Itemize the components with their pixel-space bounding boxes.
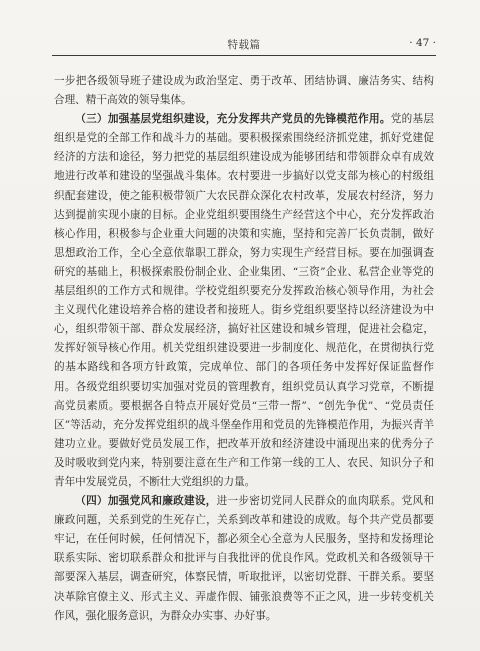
paragraph-continuation xyxy=(54,72,434,110)
paragraph-party-organization xyxy=(54,110,434,492)
page-number: · 47 · xyxy=(409,37,436,49)
paragraph-lead: （四）加强党风和廉政建设， xyxy=(75,495,217,508)
header-rule xyxy=(52,55,436,56)
paragraph-lead: （三）加强基层党组织建设，充分发挥共产党员的先锋模范作用。 xyxy=(75,113,391,126)
paragraph-party-style xyxy=(54,492,434,626)
section-title: 特载篇 xyxy=(227,39,261,51)
paragraph-text: 进一步密切党同人民群众的血肉联系。党风和廉政问题，关系到党的生死存亡，关系到改革和建设的成败。每个共产党员都要牢记，在任何时候，任何情况下，都必须全心全意为人民服务，坚持和发扬理论联系实际、密切联系群众和批评与自我批评的优良作风。党政机关和各级领导干部要深入基层，调查研究，体察民情，听取批评，以密切党群、干群关系。要坚决革除官僚主义、形式主义、弄虚作假、铺张浪费等不正之风，进一步转变机关作风，强化服务意识，为群众办实事、办好事。 xyxy=(54,495,435,622)
paragraph-text: 一步把各级领导班子建设成为政治坚定、勇于改革、团结协调、廉洁务实、结构合理、精干高效的领导集体。 xyxy=(54,75,434,107)
paragraph-text: 党的基层组织是党的全部工作和战斗力的基础。要积极探索围绕经济抓党建，抓好党建促经济的方法和途径，努力把党的基层组织建设成为能够团结和带领群众卓有成效地进行改革和建设的坚强战斗集体。农村要进一步搞好以党支部为核心的村级组织配套建设，使之能积极带领广大农民群众深化农村改革，发展农村经济，努力达到提前实现小康的目标。企业党组织要围绕生产经营这个中心，充分发挥政治核心作用，积极参与企业重大问题的决策和实施，坚持和完善厂长负责制，做好思想政治工作，全心全意依靠职工群众，努力实现生产经营目标。要在加强调查研究的基础上，积极探索股份制企业、企业集团、“三资”企业、私营企业等党的基层组织的工作方式和规律。学校党组织要充分发挥政治核心领导作用，为社会主义现代化建设培养合格的建设者和接班人。街乡党组织要坚持以经济建设为中心，组织带领干部、群众发展经济，搞好社区建设和城乡管理，促进社会稳定，发挥好领导核心作用。机关党组织建设要进一步制度化、规范化，在贯彻执行党的基本路线和各项方针政策，完成单位、部门的各项任务中发挥好保证监督作用。各级党组织要切实加强对党员的管理教育，组织党员认真学习党章，不断提高党员素质。要根据各自特点开展好党员“三带一帮”、“创先争优”、“党员责任区”等活动，充分发挥党组织的战斗堡垒作用和党员的先锋模范作用，为振兴青羊建功立业。要做好党员发展工作，把改革开放和经济建设中涌现出来的优秀分子及时吸收到党内来，特别要注意在生产和工作第一线的工人、农民、知识分子和青年中发展党员，不断壮大党组织的力量。 xyxy=(54,113,435,488)
page-body xyxy=(54,72,434,626)
running-header xyxy=(52,37,436,59)
